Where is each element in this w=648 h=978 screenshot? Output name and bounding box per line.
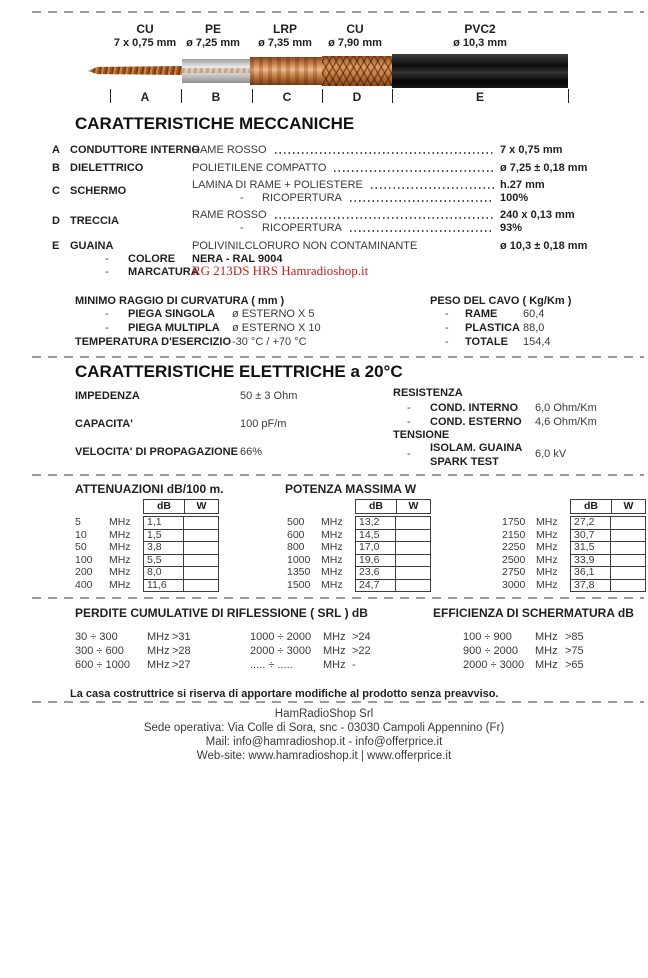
cable-layer-label-d xyxy=(300,22,410,50)
w-cell xyxy=(611,530,644,542)
row-sub-value: 93% xyxy=(500,222,523,234)
plastica-label: PLASTICA xyxy=(465,322,520,334)
layer-material: CU xyxy=(346,22,364,36)
srl-range: 600 ÷ 1000 xyxy=(75,659,130,671)
srl-range: 2000 ÷ 3000 xyxy=(250,645,312,657)
row-sub-desc: RICOPERTURA xyxy=(262,192,342,204)
freq: 200 xyxy=(75,566,93,578)
row-name: SCHERMO xyxy=(70,185,127,197)
section-tick xyxy=(392,89,393,103)
w-cell xyxy=(396,530,429,542)
srl-value: >24 xyxy=(352,631,371,643)
unit-label: MHz xyxy=(536,566,558,578)
section-tick xyxy=(110,89,111,103)
db-cell: 8,0 xyxy=(144,567,184,579)
w-cell xyxy=(184,542,217,554)
shielding-title: EFFICIENZA DI SCHERMATURA dB xyxy=(433,606,634,620)
velocita-value: 66% xyxy=(240,446,263,458)
freq: 50 xyxy=(75,541,87,553)
dash: - xyxy=(445,336,449,348)
dash: - xyxy=(407,416,411,428)
cond-esterno-value: 4,6 Ohm/Km xyxy=(535,416,597,428)
srl-value: - xyxy=(352,659,356,671)
srl-unit: MHz xyxy=(147,645,170,657)
shield-range: 2000 ÷ 3000 xyxy=(463,659,525,671)
dotted-leader xyxy=(275,217,494,219)
unit-label: MHz xyxy=(109,578,131,591)
section-tick xyxy=(322,89,323,103)
value-box xyxy=(143,499,219,592)
unit-label: MHz xyxy=(321,553,343,566)
srl-unit: MHz xyxy=(323,631,346,643)
shield-range: 100 ÷ 900 xyxy=(463,631,512,643)
freq: 10 xyxy=(75,528,87,541)
disclaimer: La casa costruttrice si riserva di apportare modifiche al prodotto senza preavviso. xyxy=(70,688,499,700)
db-cell: 11,6 xyxy=(144,580,184,592)
layer-size: 7 x 0,75 mm xyxy=(113,37,177,49)
db-cell: 17,0 xyxy=(356,542,396,554)
row-key: E xyxy=(52,240,60,252)
freq: 1350 xyxy=(287,566,311,578)
srl-range: 300 ÷ 600 xyxy=(75,645,124,657)
srl-range: ..... ÷ ..... xyxy=(250,659,293,671)
w-cell xyxy=(611,567,644,579)
freq-column xyxy=(502,499,536,592)
row-key: A xyxy=(52,144,60,156)
cond-interno-label: COND. INTERNO xyxy=(430,402,518,414)
unit-label: MHz xyxy=(536,528,558,541)
freq: 600 xyxy=(287,528,305,541)
shield-unit: MHz xyxy=(535,645,558,657)
freq: 400 xyxy=(75,578,93,591)
colore-value: NERA - RAL 9004 xyxy=(192,253,283,265)
row-name: GUAINA xyxy=(70,240,114,252)
row-name: CONDUTTORE INTERNO xyxy=(70,144,200,156)
piega-multipla-value: ø ESTERNO X 10 xyxy=(232,322,321,334)
db-cell: 23,6 xyxy=(356,567,396,579)
attenuation-table-1 xyxy=(75,499,219,592)
layer-material: CU xyxy=(136,22,154,36)
db-cell: 36,1 xyxy=(571,567,611,579)
freq: 2750 xyxy=(502,566,526,578)
db-cell: 1,5 xyxy=(144,530,184,542)
row-sub-desc: RICOPERTURA xyxy=(262,222,342,234)
w-cell xyxy=(611,580,644,592)
attenuation-table-2 xyxy=(287,499,431,592)
db-cell: 24,7 xyxy=(356,580,396,592)
row-key: B xyxy=(52,162,60,174)
attenuation-table-3 xyxy=(502,499,646,592)
dash: - xyxy=(105,253,109,265)
marcatura-label: MARCATURA xyxy=(128,266,199,278)
srl-value: >22 xyxy=(352,645,371,657)
db-header: dB xyxy=(356,500,397,513)
row-value: h.27 mm xyxy=(500,179,545,191)
unit-label: MHz xyxy=(109,516,131,528)
temperatura-value: -30 °C / +70 °C xyxy=(232,336,307,348)
dotted-leader xyxy=(350,200,494,202)
colore-label: COLORE xyxy=(128,253,176,265)
table-body xyxy=(570,516,646,592)
cable-jacket xyxy=(392,54,568,88)
mech-row-c-sub xyxy=(192,191,638,205)
temperatura-label: TEMPERATURA D'ESERCIZIO xyxy=(75,336,232,348)
srl-value: >31 xyxy=(172,631,191,643)
attenuation-title: ATTENUAZIONI dB/100 m. xyxy=(75,482,224,496)
electrical-title: CARATTERISTICHE ELETTRICHE a 20°C xyxy=(75,362,403,381)
unit-label: MHz xyxy=(536,578,558,591)
mech-row-b xyxy=(52,161,638,175)
table-body xyxy=(355,516,431,592)
row-key: D xyxy=(52,215,60,227)
section-tick xyxy=(568,89,569,103)
rame-label: RAME xyxy=(465,308,498,320)
freq: 1750 xyxy=(502,516,526,528)
company-web: Web-site: www.hamradioshop.it | www.offerprice.it xyxy=(196,750,452,762)
cable-inner-conductor xyxy=(88,66,182,75)
db-header: dB xyxy=(144,500,185,513)
power-title: POTENZA MASSIMA W xyxy=(285,482,417,496)
layer-material: PVC2 xyxy=(464,22,496,36)
w-cell xyxy=(184,580,217,592)
dotted-leader xyxy=(371,187,494,189)
row-name: DIELETTRICO xyxy=(70,162,144,174)
row-name: TRECCIA xyxy=(70,215,119,227)
srl-unit: MHz xyxy=(323,645,346,657)
layer-size: ø 7,35 mm xyxy=(258,37,312,49)
divider-top xyxy=(32,11,644,13)
row-desc: RAME ROSSO xyxy=(192,144,267,156)
db-cell: 13,2 xyxy=(356,517,396,529)
row-value: ø 7,25 ± 0,18 mm xyxy=(500,162,588,174)
divider-attenuation xyxy=(32,474,644,476)
w-cell xyxy=(611,555,644,567)
weight-title: PESO DEL CAVO ( Kg/Km ) xyxy=(430,295,572,307)
db-cell: 37,8 xyxy=(571,580,611,592)
freq-column xyxy=(287,499,321,592)
table-body xyxy=(143,516,219,592)
srl-range: 30 ÷ 300 xyxy=(75,631,118,643)
company-mail: Mail: info@hamradioshop.it - info@offerprice.it xyxy=(205,736,443,748)
db-cell: 31,5 xyxy=(571,542,611,554)
bending-title: MINIMO RAGGIO DI CURVATURA ( mm ) xyxy=(75,295,285,307)
spacer xyxy=(425,248,494,250)
table-header xyxy=(355,499,431,514)
plastica-value: 88,0 xyxy=(523,322,545,334)
srl-unit: MHz xyxy=(147,631,170,643)
freq: 800 xyxy=(287,541,305,553)
impedenza-value: 50 ± 3 Ohm xyxy=(240,390,298,402)
unit-label: MHz xyxy=(321,578,343,591)
capacita-value: 100 pF/m xyxy=(240,418,287,430)
shield-value: >85 xyxy=(565,631,584,643)
cable-dielectric xyxy=(182,59,250,83)
unit-label: MHz xyxy=(536,553,558,566)
resistenza-title: RESISTENZA xyxy=(393,387,463,399)
dash: - xyxy=(407,402,411,414)
unit-label: MHz xyxy=(109,566,131,578)
freq: 3000 xyxy=(502,578,526,591)
w-cell xyxy=(184,530,217,542)
mech-row-e xyxy=(52,239,638,253)
cable-foil-shield xyxy=(250,57,322,85)
unit-column xyxy=(536,499,570,592)
company-name: HamRadioShop Srl xyxy=(274,708,374,720)
w-cell xyxy=(396,580,429,592)
dotted-leader xyxy=(275,152,494,154)
srl-value: >27 xyxy=(172,659,191,671)
db-cell: 3,8 xyxy=(144,542,184,554)
w-cell xyxy=(184,517,217,529)
layer-size: ø 10,3 mm xyxy=(453,37,507,49)
table-header xyxy=(143,499,219,514)
row-key: C xyxy=(52,185,60,197)
isolam-label-line1: ISOLAM. GUAINA xyxy=(430,442,523,454)
freq: 2150 xyxy=(502,528,526,541)
db-cell: 1,1 xyxy=(144,517,184,529)
dotted-leader xyxy=(334,170,494,172)
row-sub-value: 100% xyxy=(500,192,529,204)
db-cell: 14,5 xyxy=(356,530,396,542)
db-cell: 19,6 xyxy=(356,555,396,567)
divider-electrical xyxy=(32,356,644,358)
srl-unit: MHz xyxy=(323,659,346,671)
isolam-label-line2: SPARK TEST xyxy=(430,456,499,468)
shield-value: >75 xyxy=(565,645,584,657)
piega-singola-label: PIEGA SINGOLA xyxy=(128,308,215,320)
dash: - xyxy=(240,192,244,204)
db-header: dB xyxy=(571,500,612,513)
w-header: W xyxy=(408,500,419,512)
company-address: Sede operativa: Via Colle di Sora, snc - 03030 Campoli Appennino (Fr) xyxy=(143,722,505,734)
unit-label: MHz xyxy=(109,528,131,541)
dash: - xyxy=(240,222,244,234)
unit-label: MHz xyxy=(321,516,343,528)
dotted-leader xyxy=(350,230,494,232)
db-cell: 27,2 xyxy=(571,517,611,529)
totale-value: 154,4 xyxy=(523,336,551,348)
dash: - xyxy=(445,322,449,334)
layer-material: PE xyxy=(204,22,221,36)
freq: 500 xyxy=(287,516,305,528)
value-box xyxy=(570,499,646,592)
row-desc: POLIETILENE COMPATTO xyxy=(192,162,327,174)
isolam-value: 6,0 kV xyxy=(535,448,567,460)
divider-footer xyxy=(32,701,644,703)
freq: 5 xyxy=(75,516,81,528)
freq: 2250 xyxy=(502,541,526,553)
dash: - xyxy=(105,308,109,320)
capacita-label: CAPACITA' xyxy=(75,418,133,430)
value-box xyxy=(355,499,431,592)
srl-title: PERDITE CUMULATIVE DI RIFLESSIONE ( SRL ) dB xyxy=(75,606,368,620)
freq: 2500 xyxy=(502,553,526,566)
db-cell: 30,7 xyxy=(571,530,611,542)
section-letter-b: B xyxy=(211,90,221,104)
dash: - xyxy=(407,448,411,460)
dash: - xyxy=(105,322,109,334)
layer-size: ø 7,90 mm xyxy=(328,37,382,49)
section-letter-e: E xyxy=(475,90,484,104)
section-tick xyxy=(181,89,182,103)
w-cell xyxy=(396,542,429,554)
mech-row-d-sub xyxy=(192,221,638,235)
w-cell xyxy=(611,542,644,554)
unit-column xyxy=(109,499,143,592)
unit-label: MHz xyxy=(321,541,343,553)
velocita-label: VELOCITA' DI PROPAGAZIONE xyxy=(75,446,238,458)
piega-singola-value: ø ESTERNO X 5 xyxy=(232,308,315,320)
w-cell xyxy=(611,517,644,529)
freq-column xyxy=(75,499,109,592)
db-cell: 33,9 xyxy=(571,555,611,567)
unit-label: MHz xyxy=(321,528,343,541)
mech-row-c-line1 xyxy=(192,178,638,192)
srl-unit: MHz xyxy=(147,659,170,671)
unit-label: MHz xyxy=(109,541,131,553)
shield-range: 900 ÷ 2000 xyxy=(463,645,518,657)
divider-srl xyxy=(32,597,644,599)
unit-label: MHz xyxy=(536,541,558,553)
row-desc: LAMINA DI RAME + POLIESTERE xyxy=(192,179,363,191)
layer-material: LRP xyxy=(273,22,297,36)
mechanical-title: CARATTERISTICHE MECCANICHE xyxy=(75,114,355,133)
row-value: 240 x 0,13 mm xyxy=(500,209,575,221)
freq: 100 xyxy=(75,553,93,566)
section-letter-a: A xyxy=(140,90,150,104)
section-letter-c: C xyxy=(282,90,292,104)
unit-label: MHz xyxy=(536,516,558,528)
w-cell xyxy=(396,567,429,579)
mech-row-a xyxy=(52,143,638,157)
w-cell xyxy=(184,555,217,567)
unit-label: MHz xyxy=(109,553,131,566)
cond-esterno-label: COND. ESTERNO xyxy=(430,416,522,428)
shield-value: >65 xyxy=(565,659,584,671)
row-value: ø 10,3 ± 0,18 mm xyxy=(500,240,588,252)
layer-size: ø 7,25 mm xyxy=(186,37,240,49)
tensione-title: TENSIONE xyxy=(393,429,450,441)
marcatura-value: RG 213DS HRS Hamradioshop.it xyxy=(192,263,369,278)
row-desc: POLIVINILCLORURO NON CONTAMINANTE xyxy=(192,240,418,252)
freq: 1500 xyxy=(287,578,311,591)
cond-interno-value: 6,0 Ohm/Km xyxy=(535,402,597,414)
shield-unit: MHz xyxy=(535,631,558,643)
srl-range: 1000 ÷ 2000 xyxy=(250,631,312,643)
w-header: W xyxy=(623,500,634,512)
unit-label: MHz xyxy=(321,566,343,578)
impedenza-label: IMPEDENZA xyxy=(75,390,140,402)
piega-multipla-label: PIEGA MULTIPLA xyxy=(128,322,220,334)
section-tick xyxy=(252,89,253,103)
w-cell xyxy=(396,517,429,529)
row-desc: RAME ROSSO xyxy=(192,209,267,221)
freq: 1000 xyxy=(287,553,311,566)
shield-unit: MHz xyxy=(535,659,558,671)
srl-value: >28 xyxy=(172,645,191,657)
section-letter-d: D xyxy=(352,90,362,104)
cable-layer-label-e xyxy=(425,22,535,50)
w-header: W xyxy=(196,500,207,512)
db-cell: 5,5 xyxy=(144,555,184,567)
dash: - xyxy=(445,308,449,320)
table-header xyxy=(570,499,646,514)
rame-value: 60,4 xyxy=(523,308,545,320)
w-cell xyxy=(184,567,217,579)
totale-label: TOTALE xyxy=(465,336,508,348)
row-value: 7 x 0,75 mm xyxy=(500,144,563,156)
unit-column xyxy=(321,499,355,592)
cable-braid-shield xyxy=(322,56,392,86)
w-cell xyxy=(396,555,429,567)
dash: - xyxy=(105,266,109,278)
mech-row-d-line1 xyxy=(192,208,638,222)
